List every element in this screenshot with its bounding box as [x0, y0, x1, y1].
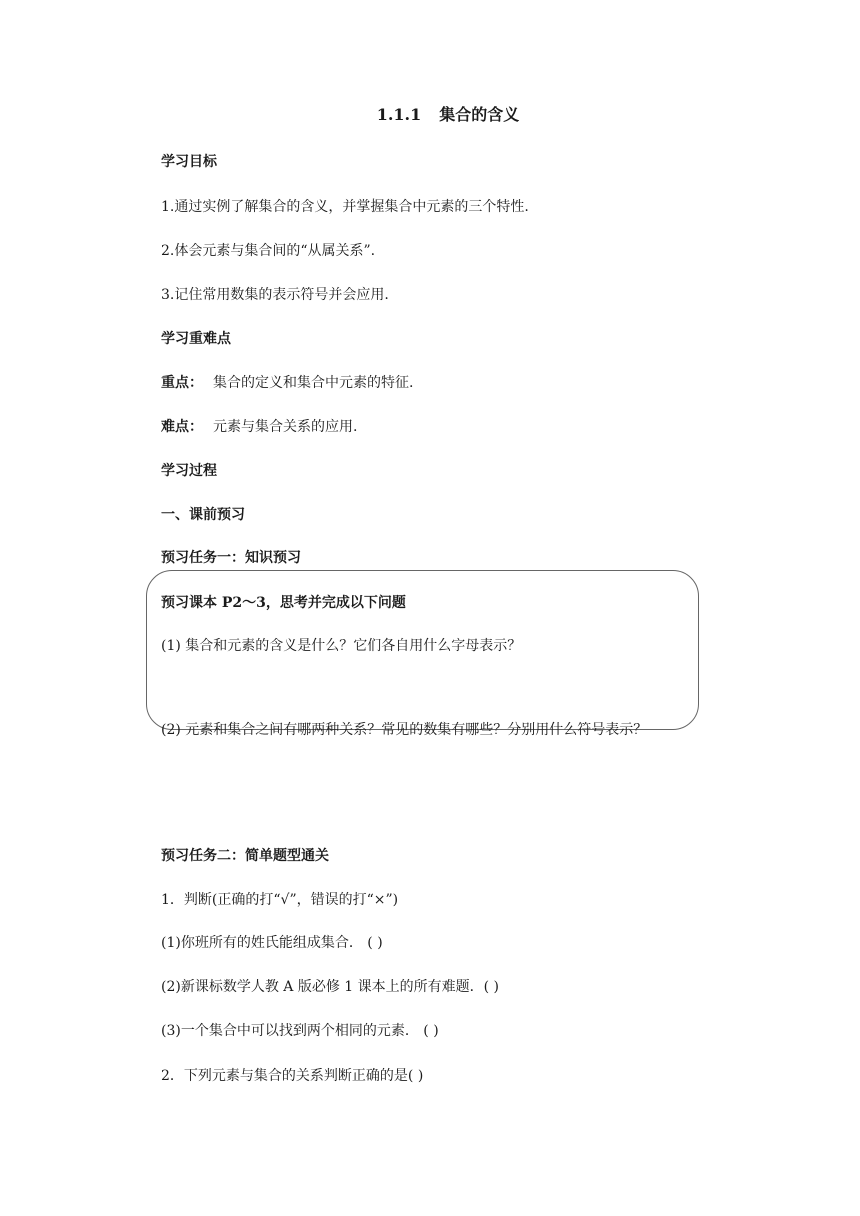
- section-heading-preview: 一、课前预习: [161, 507, 245, 523]
- title-text: 集合的含义: [439, 105, 520, 124]
- box-question-1: (1) 集合和元素的含义是什么？它们各自用什么字母表示？: [161, 638, 522, 654]
- objective-item-1: 1.通过实例了解集合的含义，并掌握集合中元素的三个特性.: [161, 199, 529, 215]
- difficulty-text: 元素与集合关系的应用.: [213, 419, 358, 435]
- box-question-2: (2) 元素和集合之间有哪两种关系？常见的数集有哪些？分别用什么符号表示？: [161, 722, 648, 738]
- process-heading: 学习过程: [161, 463, 217, 479]
- objective-item-3: 3.记住常用数集的表示符号并会应用.: [161, 287, 389, 303]
- exercise-1-b: (2)新课标数学人教 A 版必修 1 课本上的所有难题．( ): [161, 979, 500, 995]
- exercise-2-stem: 2．下列元素与集合的关系判断正确的是( ): [161, 1068, 424, 1084]
- task2-heading: 预习任务二：简单题型通关: [161, 848, 329, 864]
- exercise-1-stem: 1．判断(正确的打“√”，错误的打“×”): [161, 892, 399, 908]
- difficulty-line: [161, 417, 357, 437]
- difficulty-label: 难点：: [161, 419, 203, 435]
- page-title: [0, 104, 860, 126]
- exercise-1-c: (3)一个集合中可以找到两个相同的元素． ( ): [161, 1023, 439, 1039]
- task1-heading: 预习任务一：知识预习: [161, 550, 301, 566]
- box-heading: 预习课本 P2～3，思考并完成以下问题: [161, 595, 406, 611]
- focus-line: [161, 373, 413, 393]
- focus-text: 集合的定义和集合中元素的特征.: [213, 375, 414, 391]
- key-points-heading: 学习重难点: [161, 331, 231, 347]
- exercise-1-a: (1)你班所有的姓氏能组成集合． ( ): [161, 935, 383, 951]
- objectives-heading: 学习目标: [161, 154, 217, 170]
- objective-item-2: 2.体会元素与集合间的“从属关系”.: [161, 243, 376, 259]
- focus-label: 重点：: [161, 375, 203, 391]
- title-number: 1.1.1: [376, 105, 422, 124]
